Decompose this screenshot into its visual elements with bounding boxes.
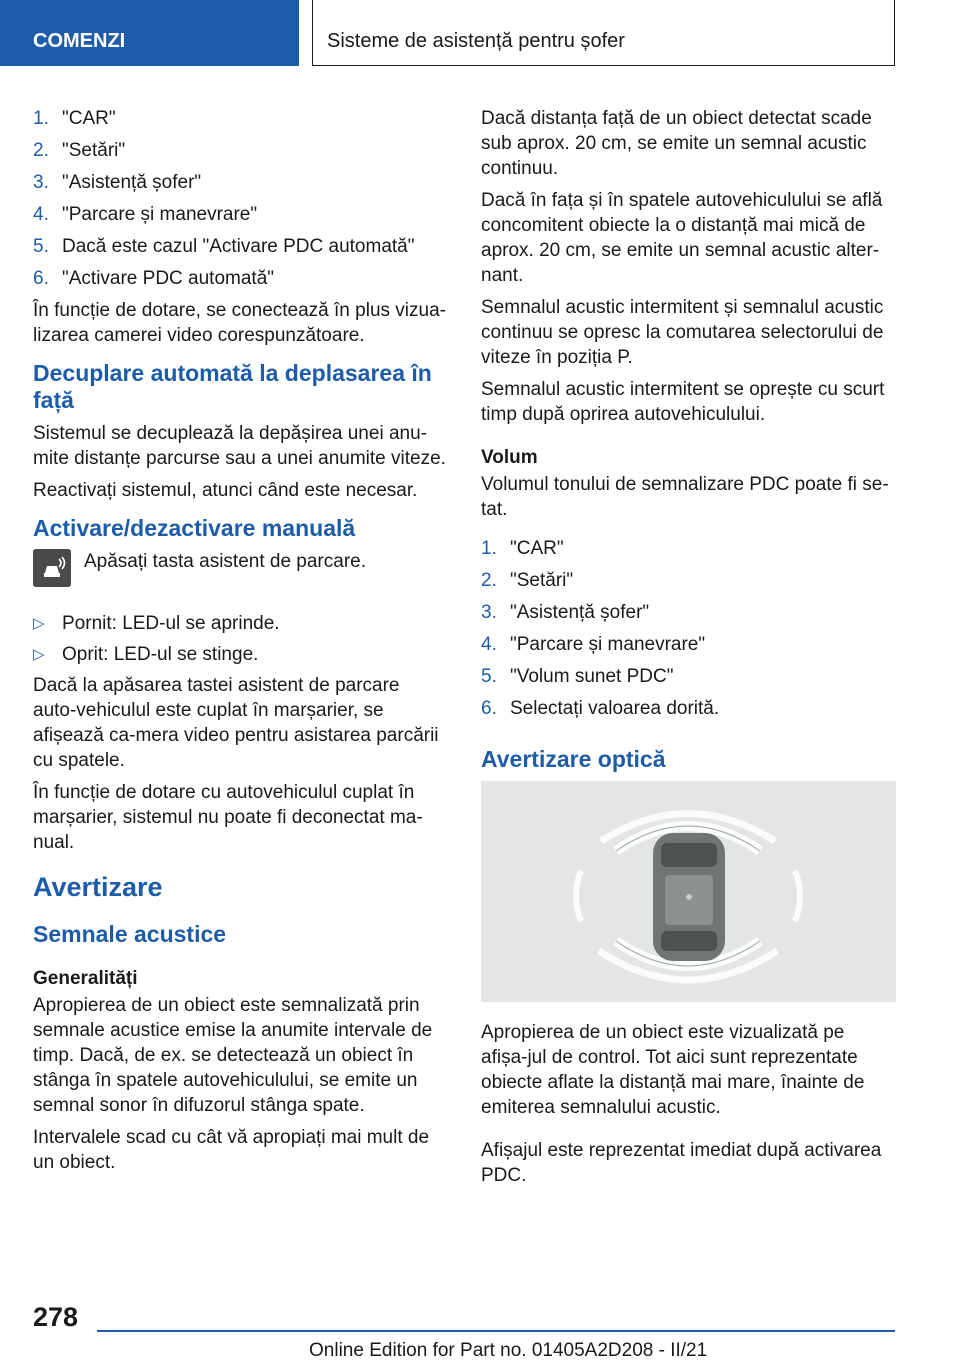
optical-heading: Avertizare optică bbox=[481, 746, 666, 772]
step-number: 5. bbox=[33, 236, 49, 257]
list-item bbox=[33, 611, 448, 642]
step-text: "Asistență șofer" bbox=[510, 602, 650, 623]
distance-paragraph-1: Dacă distanța față de un obiect detectat scade sub aprox. 20 cm, se emite un semnal acustic continuu. bbox=[481, 108, 872, 179]
step-text: "Parcare și manevrare" bbox=[62, 204, 258, 225]
step-text: Selectați valoarea dorită. bbox=[510, 698, 720, 719]
step-number: 2. bbox=[33, 140, 49, 161]
list-item bbox=[33, 138, 448, 170]
list-item bbox=[481, 568, 896, 600]
bullet-triangle-icon: ▷ bbox=[33, 615, 45, 632]
pdc-display-illustration bbox=[481, 781, 896, 1002]
step-text: "Volum sunet PDC" bbox=[510, 666, 674, 687]
park-assist-button-icon bbox=[33, 549, 71, 587]
reverse-paragraph-1: Dacă la apăsarea tastei asistent de parcare auto-vehiculul este cuplat în marșarier, se afișează ca-mera video pentru asistarea parcării cu spatele. bbox=[33, 675, 439, 771]
list-item bbox=[33, 642, 448, 673]
step-text: "Asistență șofer" bbox=[62, 172, 202, 193]
optical-paragraph-1: Apropierea de un obiect este vizualizată pe afișa-jul de control. Tot aici sunt reprezentate obiecte aflate la distanță mai mare, înainte de emiterea semnalului acustic. bbox=[481, 1022, 865, 1118]
list-item bbox=[33, 106, 448, 138]
step-text: "Setări" bbox=[62, 140, 126, 161]
list-item bbox=[33, 170, 448, 202]
step-text: "Activare PDC automată" bbox=[62, 268, 275, 289]
step-number: 1. bbox=[481, 538, 497, 559]
footer-divider bbox=[97, 1330, 895, 1332]
bullet-text: Pornit: LED-ul se aprinde. bbox=[62, 613, 280, 634]
steps-list-left bbox=[33, 106, 448, 298]
step-number: 2. bbox=[481, 570, 497, 591]
page-number: 278 bbox=[33, 1302, 79, 1332]
list-item bbox=[33, 234, 448, 266]
list-item bbox=[481, 696, 896, 728]
step-text: "Parcare și manevrare" bbox=[510, 634, 706, 655]
camera-paragraph: În funcție de dotare, se conectează în plus vizua-lizarea camerei video corespunzătoare. bbox=[33, 300, 446, 346]
general-heading: Generalități bbox=[33, 968, 138, 989]
auto-off-paragraph-2: Reactivați sistemul, atunci când este necesar. bbox=[33, 480, 418, 501]
list-item bbox=[33, 202, 448, 234]
reverse-paragraph-2: În funcție de dotare cu autovehiculul cuplat în marșarier, sistemul nu poate fi deconectat ma-nual. bbox=[33, 782, 423, 853]
step-text: "Setări" bbox=[510, 570, 574, 591]
list-item bbox=[33, 266, 448, 298]
acoustic-heading: Semnale acustice bbox=[33, 921, 227, 947]
step-number: 6. bbox=[481, 698, 497, 719]
general-paragraph-1: Apropierea de un obiect este semnalizată prin semnale acustice emise la anumite intervale de timp. Dacă, de ex. se detectează un obiect în stânga în spatele autovehiculului, se emite un semnal sonor în difuzorul stânga spate. bbox=[33, 995, 433, 1116]
manual-heading: Activare/dezactivare manuală bbox=[33, 515, 356, 541]
list-item bbox=[481, 536, 896, 568]
header-section-tab bbox=[0, 0, 299, 66]
general-paragraph-2: Intervalele scad cu cât vă apropiați mai mult de un obiect. bbox=[33, 1127, 430, 1173]
volume-paragraph: Volumul tonului de semnalizare PDC poate fi se-tat. bbox=[481, 474, 889, 520]
park-assist-button-row bbox=[33, 549, 448, 593]
step-text: "CAR" bbox=[62, 108, 116, 129]
distance-paragraph-3: Semnalul acustic intermitent și semnalul acustic continuu se opresc la comutarea selectorului de viteze în poziția P. bbox=[481, 297, 884, 368]
header-chapter-title bbox=[312, 0, 895, 66]
bullet-triangle-icon: ▷ bbox=[33, 646, 45, 663]
park-assist-button-text: Apăsați tasta asistent de parcare. bbox=[84, 551, 366, 572]
distance-paragraph-2: Dacă în fața și în spatele autovehiculului se află concomitent obiecte la o distanță mai mică de aprox. 20 cm, se emite un semnal acustic alter-nant. bbox=[481, 190, 883, 286]
optical-paragraph-2: Afișajul este reprezentat imediat după activarea PDC. bbox=[481, 1140, 882, 1186]
step-number: 3. bbox=[33, 172, 49, 193]
list-item bbox=[481, 600, 896, 632]
header-section-label: COMENZI bbox=[33, 30, 126, 52]
distance-paragraph-4: Semnalul acustic intermitent se oprește cu scurt timp după oprirea autovehiculului. bbox=[481, 379, 885, 425]
step-text: Dacă este cazul "Activare PDC automată" bbox=[62, 236, 415, 257]
step-number: 4. bbox=[33, 204, 49, 225]
left-column bbox=[33, 106, 448, 1182]
auto-off-paragraph-1: Sistemul se decuplează la depășirea unei anu-mite distanțe parcurse sau a unei anumite viteze. bbox=[33, 423, 446, 469]
steps-list-right bbox=[481, 536, 896, 728]
volume-heading: Volum bbox=[481, 447, 538, 468]
warning-heading: Avertizare bbox=[33, 872, 163, 902]
step-number: 6. bbox=[33, 268, 49, 289]
header-title-label: Sisteme de asistență pentru șofer bbox=[327, 30, 625, 52]
bullet-text: Oprit: LED-ul se stinge. bbox=[62, 644, 259, 665]
list-item bbox=[481, 632, 896, 664]
step-number: 5. bbox=[481, 666, 497, 687]
list-item bbox=[481, 664, 896, 696]
right-column bbox=[481, 106, 896, 1195]
step-number: 4. bbox=[481, 634, 497, 655]
auto-off-heading: Decuplare automată la deplasarea în față bbox=[33, 360, 432, 413]
step-number: 3. bbox=[481, 602, 497, 623]
footer-edition: Online Edition for Part no. 01405A2D208 - II/21 bbox=[309, 1340, 708, 1361]
step-number: 1. bbox=[33, 108, 49, 129]
step-text: "CAR" bbox=[510, 538, 564, 559]
